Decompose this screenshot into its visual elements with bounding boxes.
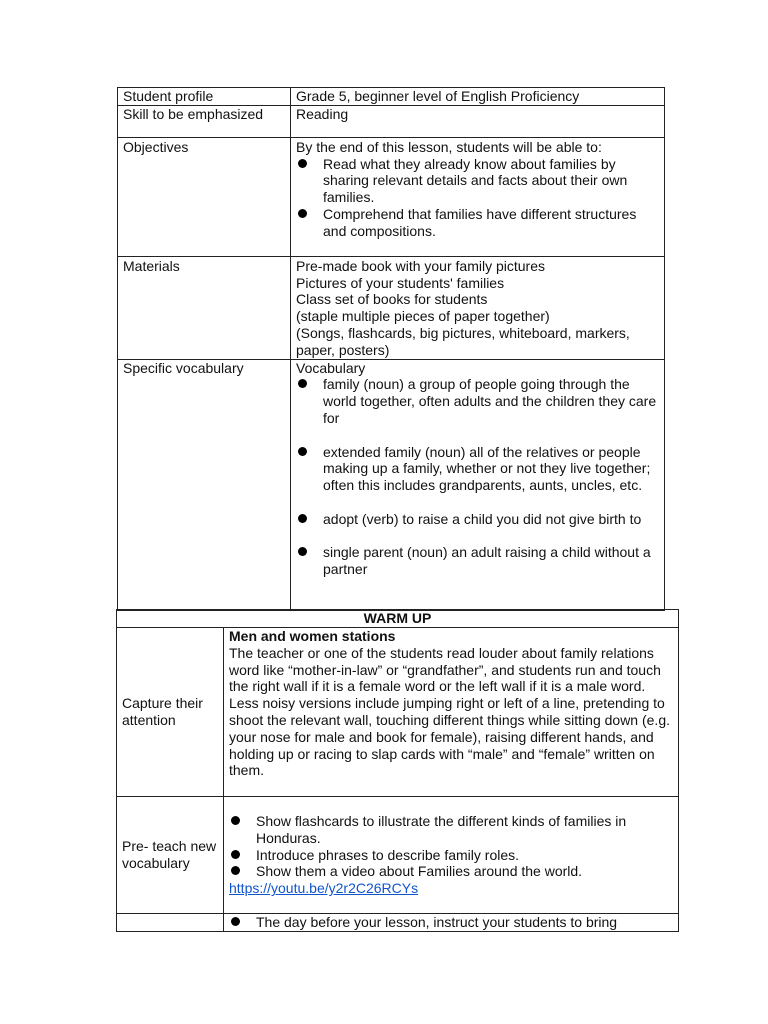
lesson-profile-table <box>117 87 665 611</box>
vocabulary-list <box>296 376 659 578</box>
bullet-icon <box>298 547 307 556</box>
pre-teach-label: Pre- teach new vocabulary <box>117 797 224 914</box>
warm-up-header: WARM UP <box>117 610 679 628</box>
skill-label: Skill to be emphasized <box>118 105 291 137</box>
objectives-intro: By the end of this lesson, students will be able to: <box>296 138 602 155</box>
materials-line: (staple multiple pieces of paper together) <box>296 308 550 325</box>
activity-title: Men and women stations <box>229 628 396 644</box>
bullet-icon <box>298 447 307 456</box>
capture-attention-cell <box>224 628 679 797</box>
bullet-icon <box>298 209 307 218</box>
vocabulary-cell <box>291 359 665 610</box>
objectives-list <box>296 156 659 240</box>
list-item: Read what they already know about families by sharing relevant details and facts about their own families. <box>296 156 659 206</box>
bullet-icon <box>298 379 307 388</box>
materials-line: Pre-made book with your family pictures <box>296 257 545 274</box>
materials-cell <box>291 256 665 359</box>
instruction-list <box>229 914 673 931</box>
bullet-icon <box>231 850 240 859</box>
instruction-cell <box>224 914 679 932</box>
bullet-icon <box>298 159 307 168</box>
materials-line: Class set of books for students <box>296 291 488 308</box>
list-item: single parent (noun) an adult raising a child without a partner <box>296 544 659 578</box>
materials-label: Materials <box>118 256 291 359</box>
bullet-icon <box>231 816 240 825</box>
student-profile-value: Grade 5, beginner level of English Proficiency <box>291 88 665 106</box>
list-item: Introduce phrases to describe family roles. <box>229 847 673 864</box>
pre-teach-cell <box>224 797 679 914</box>
bullet-icon <box>231 917 240 926</box>
materials-line: Pictures of your students' families <box>296 274 505 291</box>
activity-description: The teacher or one of the students read louder about family relations word like “mother-in-law” or “grandfather”, and students run and touch the right wall if it is a female word or the left wall if it is a male word. Less noisy versions include jumping right or left of a line, pretending to shoot the relevant wall, touching different things while sitting down (e.g. your nose for male and book for female), raising different hands, and holding up or racing to slap cards with “male” and “female” written on them. <box>229 644 670 779</box>
objectives-cell <box>291 137 665 256</box>
pre-teach-list <box>229 813 673 880</box>
list-item: family (noun) a group of people going through the world together, often adults and the children they care for <box>296 376 659 426</box>
list-item: Show them a video about Families around the world. <box>229 863 673 880</box>
bullet-icon <box>298 514 307 523</box>
list-item: Comprehend that families have different structures and compositions. <box>296 206 659 240</box>
list-item: adopt (verb) to raise a child you did not give birth to <box>296 511 659 528</box>
bullet-icon <box>231 866 240 875</box>
list-item: extended family (noun) all of the relatives or people making up a family, whether or not they live together; often this includes grandparents, aunts, uncles, etc. <box>296 444 659 494</box>
skill-value: Reading <box>291 105 665 137</box>
objectives-label: Objectives <box>118 137 291 256</box>
vocabulary-label: Specific vocabulary <box>118 359 291 610</box>
materials-line: (Songs, flashcards, big pictures, whiteboard, markers, paper, posters) <box>296 324 630 358</box>
video-link[interactable]: https://youtu.be/y2r2C26RCYs <box>229 880 419 897</box>
vocabulary-heading: Vocabulary <box>296 359 366 376</box>
capture-attention-label: Capture their attention <box>117 628 224 797</box>
student-profile-label: Student profile <box>118 88 291 106</box>
list-item: The day before your lesson, instruct your students to bring <box>229 914 673 931</box>
warm-up-table <box>116 609 679 932</box>
empty-label-cell <box>117 914 224 932</box>
list-item: Show flashcards to illustrate the different kinds of families in Honduras. <box>229 813 673 847</box>
